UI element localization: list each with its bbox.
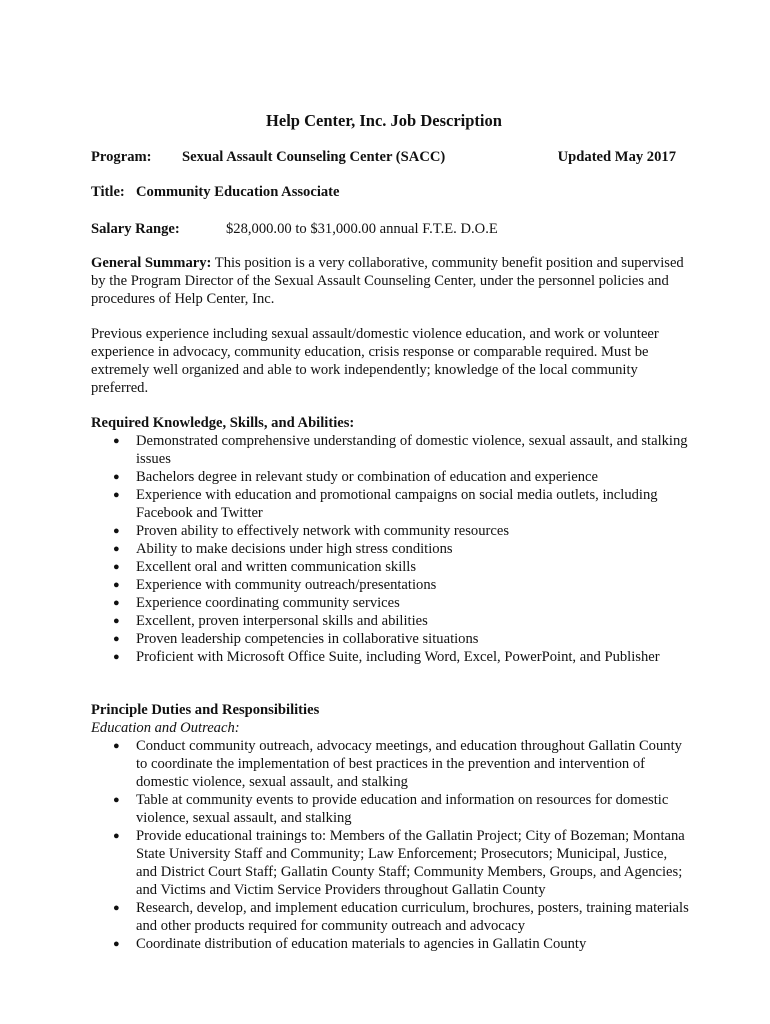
list-item: ● Experience with community outreach/presentations — [113, 577, 437, 593]
job-description-page — [91, 110, 691, 953]
list-item: ● Proficient with Microsoft Office Suite, including Word, Excel, PowerPoint, and Publisher — [113, 649, 660, 665]
list-item: ● Proven ability to effectively network with community resources — [113, 523, 509, 539]
bullet-icon: ● — [113, 794, 120, 806]
list-item: ● Ability to make decisions under high stress conditions — [113, 541, 453, 557]
list-item: ● Research, develop, and implement education curriculum, brochures, posters, training materials and other products required for community outreach and advocacy — [113, 900, 689, 934]
list-item: ● Demonstrated comprehensive understanding of domestic violence, sexual assault, and stalking issues — [113, 433, 688, 467]
duties-heading: Principle Duties and Responsibilities — [91, 702, 320, 718]
list-item: ● Provide educational trainings to: Members of the Gallatin Project; City of Bozeman; Montana State University Staff and Community; Law Enforcement; Prosecutors; Municipal, Justice, and District Court Staff; Gallatin County Staff; Community Members, Groups, and Agencies; and Victims and Victim Service Providers throughout Gallatin County — [113, 828, 685, 898]
general-summary-label: General Summary: — [91, 255, 212, 271]
bullet-icon: ● — [113, 615, 120, 627]
salary-value: $28,000.00 to $31,000.00 annual F.T.E. D.O.E — [226, 221, 498, 237]
bullet-icon: ● — [113, 543, 120, 555]
updated-date: Updated May 2017 — [557, 149, 676, 165]
list-item: ● Experience coordinating community services — [113, 595, 400, 611]
bullet-icon: ● — [113, 633, 120, 645]
bullet-icon: ● — [113, 471, 120, 483]
bullet-icon: ● — [113, 435, 120, 447]
experience-paragraph: Previous experience including sexual assault/domestic violence education, and work or volunteer experience in advocacy, community education, crisis response or comparable required. Must be extremely well organized and able to work independently; knowledge of the local community preferred. — [91, 326, 659, 396]
ksa-heading: Required Knowledge, Skills, and Abilities: — [91, 415, 355, 431]
duties-subheading: Education and Outreach: — [91, 720, 240, 736]
document-title: Help Center, Inc. Job Description — [266, 111, 502, 130]
list-item: ● Excellent oral and written communication skills — [113, 559, 417, 575]
general-summary-text: This position is a very collaborative, community benefit position and supervised by the Program Director of the Sexual Assault Counseling Center, under the personnel policies and procedures of Help Center, Inc. — [91, 255, 684, 307]
bullet-icon: ● — [113, 579, 120, 591]
bullet-icon: ● — [113, 902, 120, 914]
program-row — [91, 148, 691, 166]
bullet-icon: ● — [113, 489, 120, 501]
salary-label: Salary Range: — [91, 221, 180, 237]
list-item: ● Coordinate distribution of education materials to agencies in Gallatin County — [113, 936, 587, 952]
salary-row — [91, 220, 691, 238]
list-item: ● Table at community events to provide education and information on resources for domestic violence, sexual assault, and stalking — [113, 792, 669, 826]
bullet-icon: ● — [113, 561, 120, 573]
program-value: Sexual Assault Counseling Center (SACC) — [182, 149, 446, 165]
list-item: ● Excellent, proven interpersonal skills and abilities — [113, 613, 428, 629]
ksa-list — [91, 432, 691, 666]
program-label: Program: — [91, 149, 152, 165]
list-item: ● Proven leadership competencies in collaborative situations — [113, 631, 479, 647]
duties-list — [91, 737, 691, 953]
bullet-icon: ● — [113, 597, 120, 609]
job-title-value: Community Education Associate — [136, 184, 340, 200]
bullet-icon: ● — [113, 651, 120, 663]
general-summary — [91, 254, 691, 308]
job-title-label: Title: — [91, 184, 125, 200]
bullet-icon: ● — [113, 938, 120, 950]
bullet-icon: ● — [113, 740, 120, 752]
bullet-icon: ● — [113, 830, 120, 842]
bullet-icon: ● — [113, 525, 120, 537]
list-item: ● Conduct community outreach, advocacy meetings, and education throughout Gallatin County to coordinate the implementation of best practices in the prevention and intervention of domestic violence, sexual assault, and stalking — [113, 738, 682, 790]
list-item: ● Experience with education and promotional campaigns on social media outlets, including Facebook and Twitter — [113, 487, 658, 521]
job-title-row — [91, 183, 691, 201]
list-item: ● Bachelors degree in relevant study or combination of education and experience — [113, 469, 598, 485]
